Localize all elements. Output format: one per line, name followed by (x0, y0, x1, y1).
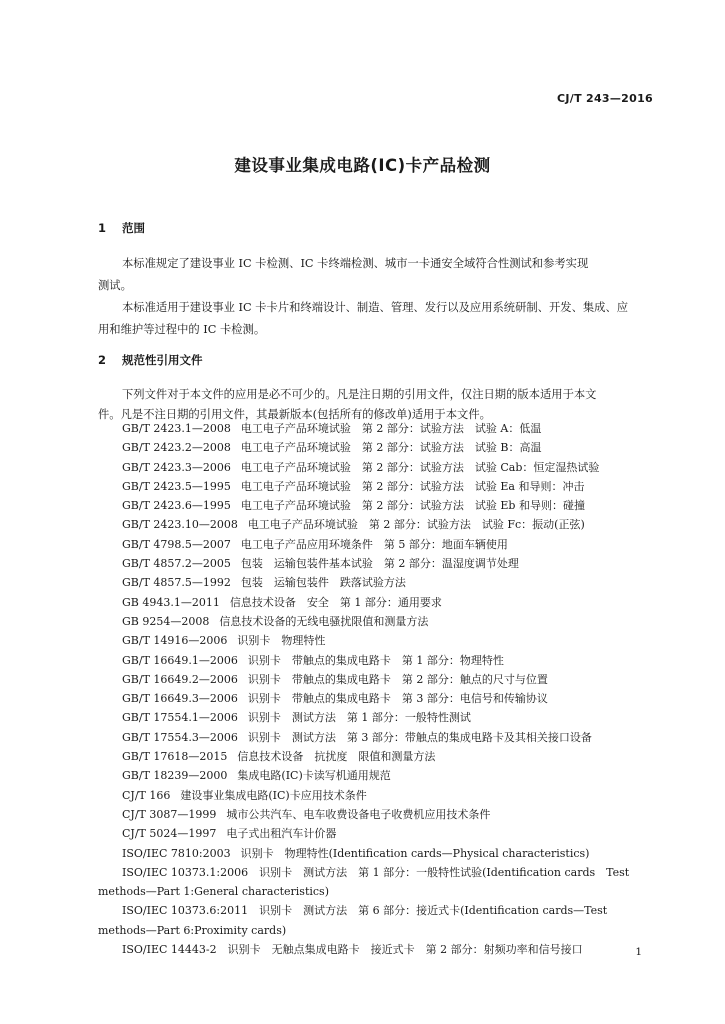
reference-code: ISO/IEC 7810:2003 (122, 846, 231, 860)
reference-code: GB/T 2423.3—2006 (122, 460, 231, 474)
paragraph-line: 测试。 (98, 279, 132, 292)
reference-item (122, 689, 662, 708)
reference-title: 识别卡 带触点的集成电路卡 第 3 部分：电信号和传输协议 (247, 692, 548, 706)
reference-item (122, 824, 662, 843)
reference-item (122, 651, 662, 670)
reference-code: GB/T 18239—2000 (122, 769, 228, 783)
reference-item (122, 786, 662, 805)
reference-code: GB 9254—2008 (122, 614, 210, 628)
normative-references-list (98, 419, 662, 959)
reference-item (122, 515, 662, 534)
section-number: 1 (98, 221, 107, 235)
reference-item (122, 573, 662, 592)
section-1-heading (98, 220, 145, 236)
page-number: 1 (635, 946, 642, 958)
reference-item (122, 535, 662, 554)
reference-title: 信息技术设备 安全 第 1 部分：通用要求 (229, 595, 442, 609)
paragraph-line: 件。凡是不注日期的引用文件，其最新版本(包括所有的修改单)适用于本文件。 (98, 407, 491, 421)
reference-code: GB/T 2423.10—2008 (122, 518, 238, 532)
paragraph-line: 本标准规定了建设事业 IC 卡检测、IC 卡终端检测、城市一卡通安全域符合性测试和参考实现 (122, 257, 589, 270)
reference-title: 包装 运输包装件基本试验 第 2 部分：温湿度调节处理 (240, 557, 519, 571)
reference-code: CJ/T 5024—1997 (122, 827, 217, 841)
reference-item: ISO/IEC 14443-2 识别卡 无触点集成电路卡 接近式卡 第 2 部分：射频功率和信号接口 (122, 943, 583, 957)
reference-title: 电工电子产品环境试验 第 2 部分：试验方法 试验 Cab：恒定湿热试验 (240, 460, 600, 474)
reference-title: 电工电子产品环境试验 第 2 部分：试验方法 试验 A：低温 (240, 422, 542, 435)
section-title: 规范性引用文件 (122, 353, 203, 367)
reference-code: GB/T 17618—2015 (122, 750, 228, 764)
reference-code: GB/T 17554.3—2006 (122, 730, 238, 744)
reference-title: 城市公共汽车、电车收费设备电子收费机应用技术条件 (226, 807, 491, 821)
reference-code: GB/T 2423.2—2008 (122, 441, 231, 455)
paragraph-line: 下列文件对于本文件的应用是必不可少的。凡是注日期的引用文件，仅注日期的版本适用于本文 (122, 388, 597, 401)
reference-item (122, 496, 662, 515)
section-number: 2 (98, 353, 107, 367)
reference-title: 包装 运输包装件 跌落试验方法 (240, 576, 406, 590)
reference-code: GB/T 16649.1—2006 (122, 653, 238, 667)
reference-title: 电工电子产品环境试验 第 2 部分：试验方法 试验 Eb 和导则：碰撞 (240, 499, 585, 513)
reference-title: 电工电子产品环境试验 第 2 部分：试验方法 试验 Fc：振动(正弦) (247, 518, 585, 532)
reference-title: 识别卡 物理特性 (237, 634, 326, 648)
reference-code: GB/T 4798.5—2007 (122, 537, 231, 551)
reference-code: GB/T 2423.1—2008 (122, 422, 231, 435)
reference-code: GB/T 2423.6—1995 (122, 499, 231, 513)
reference-item (122, 438, 662, 457)
reference-item (122, 805, 662, 824)
reference-title: 电工电子产品环境试验 第 2 部分：试验方法 试验 B：高温 (240, 441, 542, 455)
reference-title: 识别卡 带触点的集成电路卡 第 1 部分：物理特性 (247, 653, 504, 667)
reference-item (122, 419, 662, 438)
reference-code: CJ/T 3087—1999 (122, 807, 217, 821)
reference-code: GB/T 2423.5—1995 (122, 479, 231, 493)
paragraph-line: 本标准适用于建设事业 IC 卡卡片和终端设计、制造、管理、发行以及应用系统研制、开发、集成、应 (122, 301, 629, 314)
reference-item (122, 766, 662, 785)
reference-code: CJ/T 166 (122, 788, 171, 802)
reference-title: 电工电子产品应用环境条件 第 5 部分：地面车辆使用 (240, 537, 508, 551)
reference-title: 电子式出租汽车计价器 (226, 827, 337, 841)
reference-item (122, 612, 662, 631)
section-2-heading (98, 352, 203, 368)
reference-title: 信息技术设备的无线电骚扰限值和测量方法 (219, 614, 429, 628)
paragraph-line: 用和维护等过程中的 IC 卡检测。 (98, 323, 266, 336)
reference-title: 信息技术设备 抗扰度 限值和测量方法 (237, 750, 436, 764)
scope-paragraph-1 (98, 253, 658, 297)
reference-title: 电工电子产品环境试验 第 2 部分：试验方法 试验 Ea 和导则：冲击 (240, 479, 585, 493)
reference-item: ISO/IEC 10373.6:2011 识别卡 测试方法 第 6 部分：接近式卡(Identification cards—Test (122, 904, 608, 918)
reference-item (122, 554, 662, 573)
reference-code: GB/T 4857.5—1992 (122, 576, 231, 590)
reference-item (122, 593, 662, 612)
scope-paragraph-2 (98, 297, 658, 341)
reference-item (122, 670, 662, 689)
reference-title: 识别卡 测试方法 第 1 部分：一般特性测试 (247, 711, 471, 725)
reference-title: 识别卡 带触点的集成电路卡 第 2 部分：触点的尺寸与位置 (247, 672, 548, 686)
reference-title: 识别卡 物理特性(Identification cards—Physical characteristics) (240, 846, 590, 860)
reference-code: GB/T 16649.2—2006 (122, 672, 238, 686)
reference-item (122, 708, 662, 727)
reference-item (122, 747, 662, 766)
reference-code: GB/T 14916—2006 (122, 634, 228, 648)
reference-item (122, 844, 662, 863)
reference-title: 识别卡 测试方法 第 3 部分：带触点的集成电路卡及其相关接口设备 (247, 730, 592, 744)
reference-code: GB/T 17554.1—2006 (122, 711, 238, 725)
reference-item: ISO/IEC 10373.1:2006 识别卡 测试方法 第 1 部分：一般特性试验(Identification cards Test (122, 865, 630, 879)
section-title: 范围 (122, 221, 146, 235)
reference-item (122, 728, 662, 747)
reference-code: GB/T 16649.3—2006 (122, 692, 238, 706)
reference-item-continuation: methods—Part 1:General characteristics) (98, 885, 329, 899)
reference-item (122, 631, 662, 650)
reference-item-continuation: methods—Part 6:Proximity cards) (98, 923, 287, 937)
standard-code: CJ/T 243—2016 (557, 92, 653, 105)
reference-title: 集成电路(IC)卡读写机通用规范 (237, 769, 391, 783)
reference-item (122, 477, 662, 496)
reference-title: 建设事业集成电路(IC)卡应用技术条件 (180, 788, 367, 802)
reference-code: GB/T 4857.2—2005 (122, 557, 231, 571)
reference-item (122, 458, 662, 477)
reference-code: GB 4943.1—2011 (122, 595, 220, 609)
document-title: 建设事业集成电路(IC)卡产品检测 (234, 156, 491, 175)
